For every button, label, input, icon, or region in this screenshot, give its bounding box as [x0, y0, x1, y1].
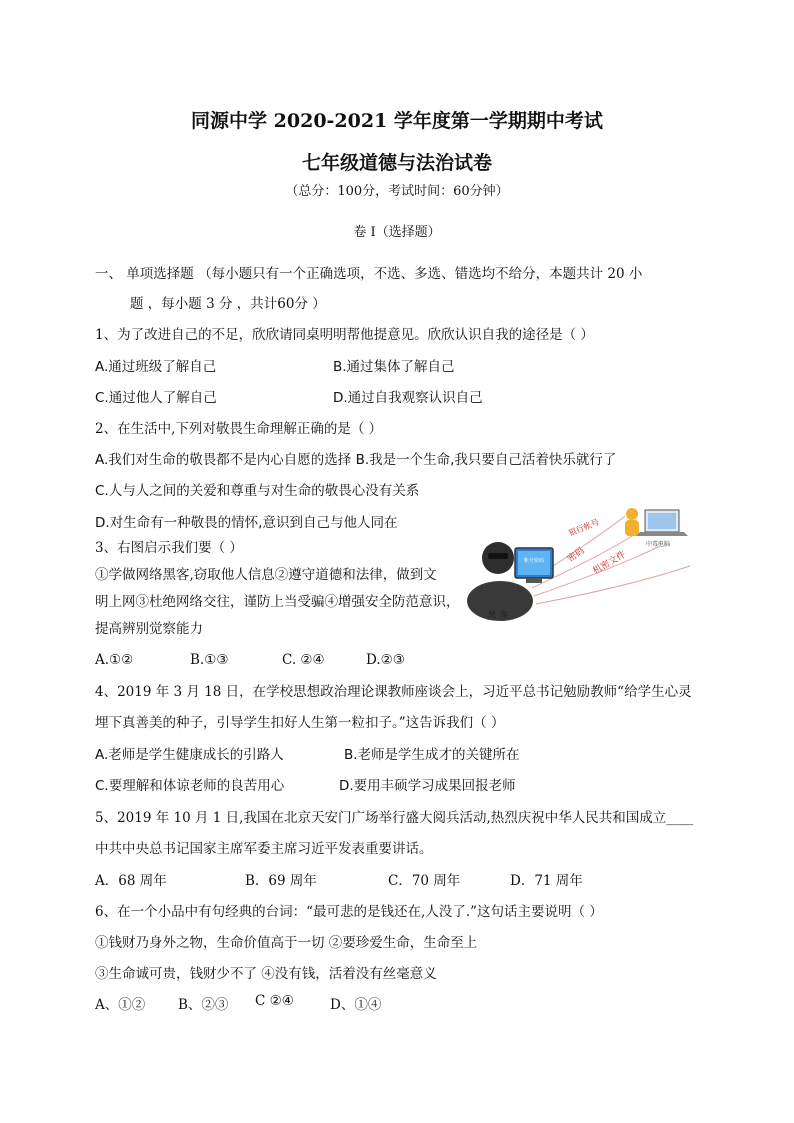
q5-option-c: C．70 周年: [388, 873, 461, 889]
q1-option-a: A.通过班级了解自己: [95, 359, 217, 375]
q6-option-d: D、①④: [330, 997, 382, 1013]
infected-pc-label: 中毒电脑: [645, 541, 671, 548]
stream-word-file: 机密文件: [591, 549, 628, 577]
q1-option-d: D.通过自我观察认识自己: [333, 390, 483, 406]
q1-option-b: B.通过集体了解自己: [333, 359, 455, 375]
q4-stem-line-2: 埋下真善美的种子，引导学生扣好人生第一粒扣子。”这告诉我们（ ）: [95, 715, 505, 731]
exam-subtitle: 七年级道德与法治试卷: [301, 152, 492, 174]
q4-option-c: C.要理解和体谅老师的良苦用心: [95, 778, 285, 794]
q6-statements-3-4: ③生命诚可贵，钱财少不了 ④没有钱，活着没有丝毫意义: [95, 966, 437, 982]
hacker-label: 黑 客: [487, 611, 509, 621]
q4-option-a: A.老师是学生健康成长的引路人: [95, 747, 284, 763]
q6-statements-1-2: ①钱财乃身外之物，生命价值高于一切 ②要珍爱生命，生命至上: [95, 935, 478, 951]
q6-stem: 6、在一个小品中有句经典的台词：“最可悲的是钱还在,人没了.”这句话主要说明（ ）: [95, 904, 603, 920]
q5-option-b: B．69 周年: [245, 873, 317, 889]
q2-stem: 2、在生活中,下列对敬畏生命理解正确的是（ ）: [95, 421, 383, 437]
q4-option-d: D.要用丰硕学习成果回报老师: [339, 778, 516, 794]
hacker-monitor-stand: [526, 578, 542, 583]
q1-option-c: C.通过他人了解自己: [95, 390, 217, 406]
q3-option-d: D.②③: [366, 652, 405, 668]
infected-laptop-base: [636, 532, 688, 536]
q6-option-a: A、①②: [95, 997, 146, 1013]
q2-option-ab: A.我们对生命的敬畏都不是内心自愿的选择 B.我是一个生命,我只要自己活着快乐就行了: [95, 452, 617, 468]
infected-laptop-screen: [648, 513, 676, 529]
q4-option-b: B.老师是学生成才的关键所在: [344, 747, 520, 763]
victim-body: [625, 520, 639, 536]
q3-option-c: C. ②④: [282, 652, 325, 668]
hacker-screen-text: 帐号密码: [523, 558, 545, 564]
part-heading-cont: 题 ，每小题 3 分 ，共计60分 ）: [130, 296, 326, 312]
q3-option-b: B.①③: [190, 652, 229, 668]
q6-option-c: C ②④: [255, 993, 294, 1009]
q5-stem-line-2: 中共中央总书记国家主席军委主席习近平发表重要讲话。: [95, 841, 433, 857]
exam-title: 同源中学 2020-2021 学年度第一学期期中考试: [191, 110, 603, 132]
part-heading: 一、 单项选择题 （每小题只有一个正确选项，不选、多选、错选均不给分，本题共计 20 小: [95, 266, 643, 282]
hacker-glasses: [488, 553, 508, 559]
q5-stem-line-1: 5、2019 年 10 月 1 日,我国在北京天安门广场举行盛大阅兵活动,热烈庆祝中华人民共和国成立____: [95, 810, 694, 826]
q3-statement-line-1: ①学做网络黑客,窃取他人信息②遵守道德和法律，做到文: [95, 567, 437, 583]
q3-statement-line-3: 提高辨别觉察能力: [95, 621, 203, 637]
q6-option-b: B、②③: [178, 997, 229, 1013]
q3-statement-line-2: 明上网③杜绝网络交往，谨防上当受骗④增强安全防范意识，: [95, 594, 460, 610]
exam-info: （总分：100分，考试时间：60分钟）: [285, 184, 509, 199]
q2-option-d: D.对生命有一种敬畏的情怀,意识到自己与他人同在: [95, 515, 398, 531]
q4-stem-line-1: 4、2019 年 3 月 18 日，在学校思想政治理论课教师座谈会上，习近平总书记勉励教师“给学生心灵: [95, 684, 692, 700]
q3-stem: 3、右图启示我们要（ ）: [95, 540, 243, 556]
victim-head: [626, 508, 638, 520]
hacker-illustration: [460, 506, 790, 626]
q5-option-d: D．71 周年: [510, 873, 583, 889]
section-title: 卷 I（选择题）: [353, 225, 441, 240]
stream-arc: [536, 566, 690, 604]
q2-option-c: C.人与人之间的关爱和尊重与对生命的敬畏心没有关系: [95, 483, 420, 499]
q5-option-a: A．68 周年: [95, 873, 167, 889]
q1-stem: 1、为了改进自己的不足，欣欣请同桌明明帮他提意见。欣欣认识自我的途径是（ ）: [95, 327, 594, 343]
stream-word-password: 密码: [565, 545, 587, 565]
stream-word-account: 银行帐号: [567, 517, 601, 538]
q3-option-a: A.①②: [95, 652, 134, 668]
